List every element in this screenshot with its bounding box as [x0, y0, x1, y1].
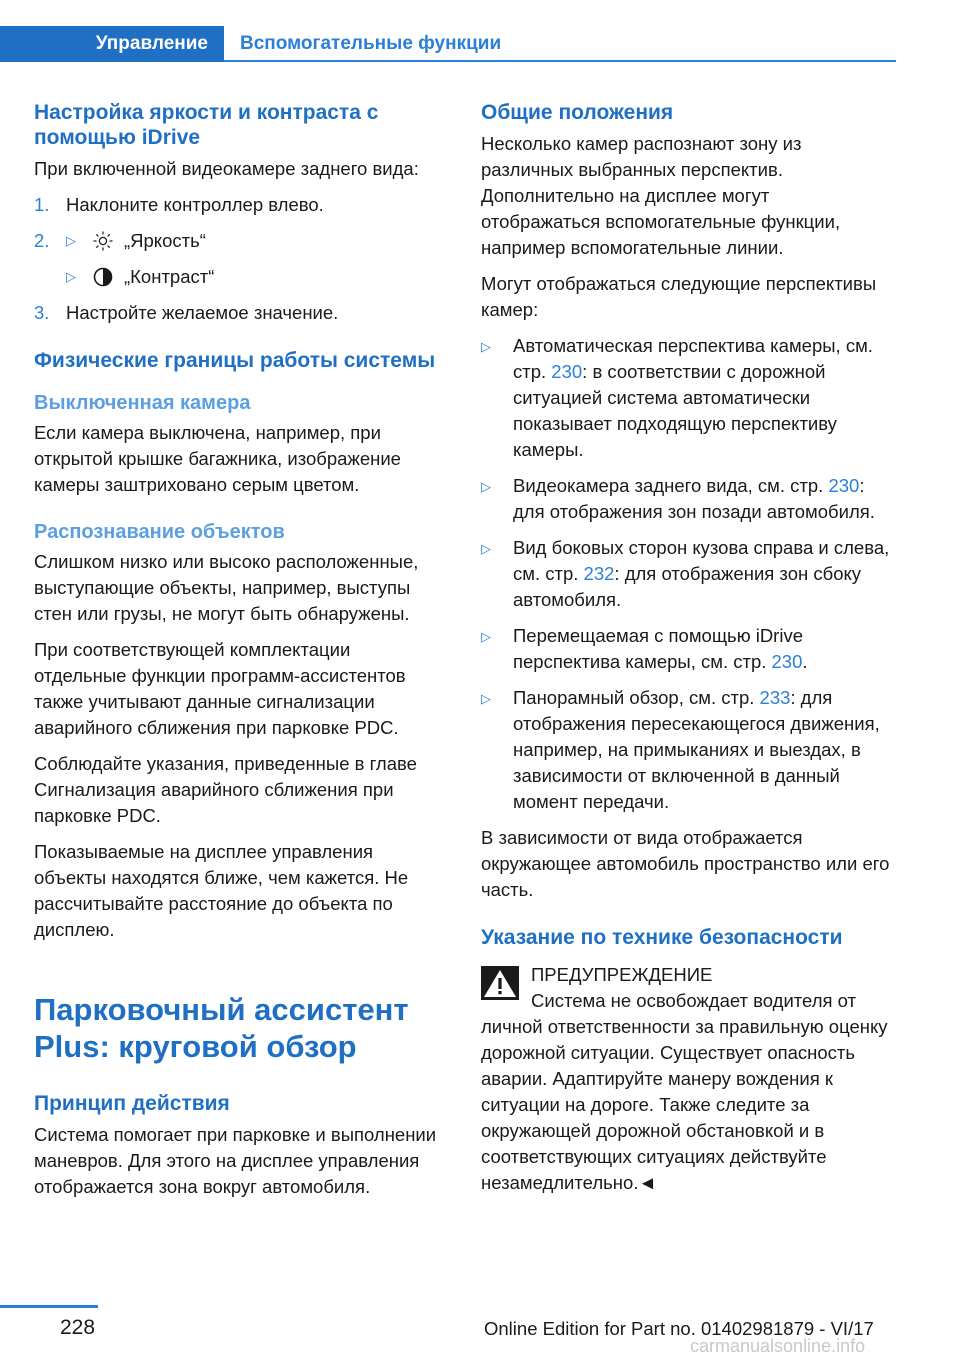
heading-principle: Принцип действия: [34, 1092, 230, 1115]
brightness-steps: [34, 192, 446, 326]
page-link[interactable]: 230: [551, 361, 583, 382]
general-text-1: Несколько камер распознают зону из различных выбранных перспектив. Дополнительно на дисплее могут отображаться вспомогательные функции, например вспомогательные линии.: [481, 133, 841, 258]
page-header: [0, 0, 960, 64]
item-text: : в соответствии с дорожной ситуацией система автоматически показывает подходящую перспективу камеры.: [513, 361, 837, 460]
edition-info: Online Edition for Part no. 01402981879 - VI/17: [484, 1318, 874, 1339]
warning-title: ПРЕДУПРЕЖДЕНИЕ: [531, 964, 713, 985]
chapter-tab[interactable]: Управление: [0, 26, 224, 62]
page-link[interactable]: 230: [771, 651, 803, 672]
page-link[interactable]: 232: [583, 563, 615, 584]
step-number: 2.: [34, 230, 50, 251]
step-1: [34, 192, 446, 218]
section-tab[interactable]: Вспомогательные функции: [240, 33, 502, 54]
brightness-icon: [92, 230, 114, 252]
step-number: 3.: [34, 302, 50, 323]
item-text: .: [802, 651, 808, 672]
triangle-bullet-icon: ▷: [66, 269, 76, 284]
heading-object-detection: Распознавание объектов: [34, 521, 285, 543]
perspective-list: [481, 333, 893, 815]
substep-contrast: [66, 264, 446, 290]
page-number: 228: [60, 1316, 96, 1339]
footer-rule: [0, 1305, 98, 1308]
general-text-3: В зависимости от вида отображается окружающее автомобиль пространство или его часть.: [481, 827, 890, 900]
warning-body: Система не освобождает водителя от личной ответственности за правильную оценку дорожной ситуации. Существует опасность аварии. Адаптируйте манеру вождения к ситуации на дороге. Также следите за окружающей дорожной обстановкой и в соответствующих ситуациях действуйте незамедлительно.◄: [481, 990, 888, 1193]
step-text: Наклоните контроллер влево.: [66, 194, 324, 215]
item-text: : для отображения зон сбоку автомобиля.: [513, 563, 862, 610]
heading-brightness: Настройка яркости и контраста с помощью iDrive: [34, 101, 379, 149]
heading-safety: Указание по технике безопасности: [481, 926, 843, 949]
list-item: [481, 473, 893, 525]
item-text: Видеокамера заднего вида, см. стр.: [513, 475, 829, 496]
heading-limits: Физические границы работы системы: [34, 349, 436, 372]
contrast-icon: [92, 266, 114, 288]
step-text: Настройте желаемое значение.: [66, 302, 339, 323]
detection-text-3: Соблюдайте указания, приведенные в главе Сигнализация аварийного сближения при парковке PDC.: [34, 753, 417, 826]
triangle-bullet-icon: ▷: [66, 233, 76, 248]
header-rule: [224, 60, 896, 62]
step-3: [34, 300, 446, 326]
warning-block: [481, 962, 893, 988]
substep-label: „Контраст“: [124, 266, 215, 287]
list-item: [481, 333, 893, 463]
triangle-bullet-icon: ▷: [481, 629, 491, 644]
detection-text-4: Показываемые на дисплее управления объекты находятся ближе, чем кажется. Не рассчитывайте расстояние до объекта по дисплею.: [34, 841, 409, 940]
item-text: : для отображения пересекающегося движения, например, на примыканиях и выездах, в зависимости от включенной в данный момент передачи.: [513, 687, 880, 812]
triangle-bullet-icon: ▷: [481, 541, 491, 556]
watermark: carmanualsonline.info: [690, 1336, 866, 1356]
heading-camera-off: Выключенная камера: [34, 392, 251, 414]
substep-brightness: [66, 228, 446, 254]
step-number: 1.: [34, 194, 50, 215]
triangle-bullet-icon: ▷: [481, 691, 491, 706]
general-text-2: Могут отображаться следующие перспективы камер:: [481, 273, 877, 320]
heading-general: Общие положения: [481, 101, 674, 124]
step-2: [34, 228, 446, 290]
substep-label: „Яркость“: [124, 230, 206, 251]
heading-park-assist: Парковочный ассистент Plus: круговой обзор: [34, 992, 409, 1064]
detection-text-1: Слишком низко или высоко расположенные, выступающие объекты, например, выступы стен или грузы, не могут быть обнаружены.: [34, 551, 419, 624]
item-text: Автоматическая перспектива камеры, см. стр.: [513, 335, 873, 382]
warning-text: [481, 988, 893, 1196]
triangle-bullet-icon: ▷: [481, 339, 491, 354]
triangle-bullet-icon: ▷: [481, 479, 491, 494]
page-link[interactable]: 233: [759, 687, 791, 708]
item-text: : для отображения зон позади автомобиля.: [513, 475, 875, 522]
left-column: [34, 100, 446, 1210]
item-text: Панорамный обзор, см. стр.: [513, 687, 760, 708]
detection-text-2: При соответствующей комплектации отдельные функции программ-ассистентов также учитывают данные сигнализации аварийного сближения при парковке PDC.: [34, 639, 406, 738]
list-item: [481, 623, 893, 675]
warning-icon: [481, 966, 519, 1000]
right-column: [481, 100, 893, 1206]
camera-off-text: Если камера выключена, например, при открытой крышке багажника, изображение камеры заштриховано серым цветом.: [34, 422, 401, 495]
brightness-intro: При включенной видеокамере заднего вида:: [34, 158, 419, 179]
list-item: [481, 535, 893, 613]
principle-text: Система помогает при парковке и выполнении маневров. Для этого на дисплее управления отображается зона вокруг автомобиля.: [34, 1124, 437, 1197]
page-link[interactable]: 230: [828, 475, 860, 496]
item-text: Перемещаемая с помощью iDrive перспектива камеры, см. стр.: [513, 625, 803, 672]
list-item: [481, 685, 893, 815]
item-text: Вид боковых сторон кузова справа и слева, см. стр.: [513, 537, 890, 584]
